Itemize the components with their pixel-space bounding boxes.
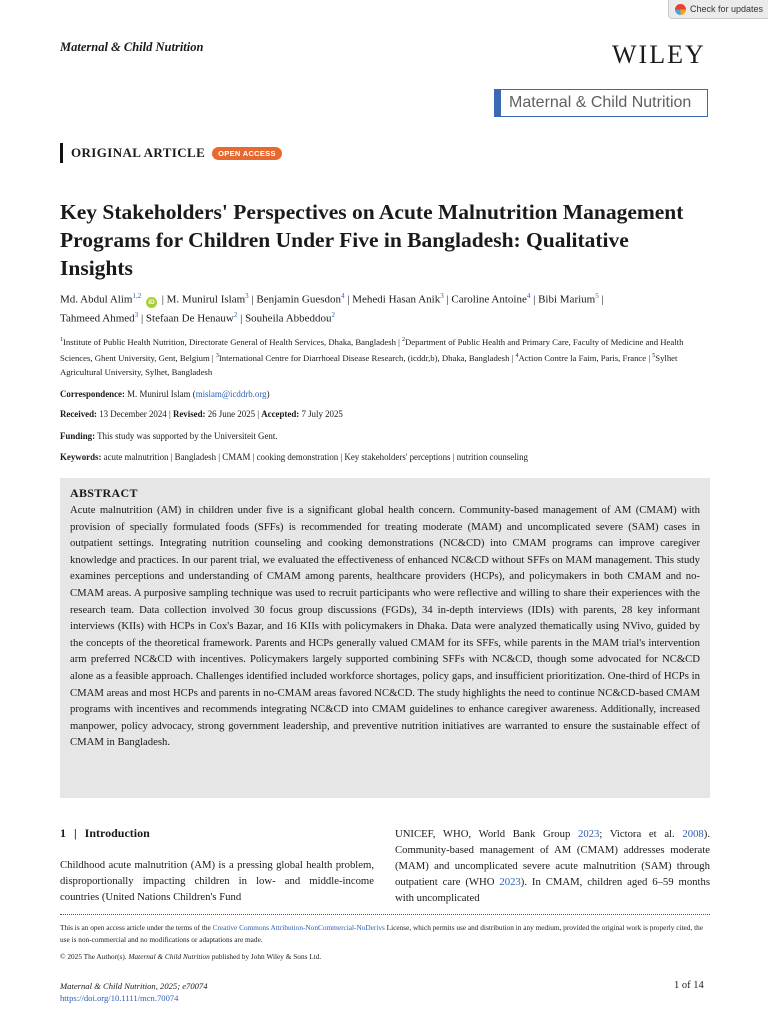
author-sup: 3 xyxy=(440,292,444,300)
funding-text: This study was supported by the Universiteit Gent. xyxy=(97,431,278,441)
author-sup: 3 xyxy=(245,292,249,300)
author-sup: 4 xyxy=(341,292,345,300)
received-date: 13 December 2024 xyxy=(99,409,167,419)
journal-name: Maternal & Child Nutrition xyxy=(60,40,204,54)
author-sup: 1,2 xyxy=(132,292,142,300)
author-sup: 2 xyxy=(233,310,238,319)
intro-text: UNICEF, WHO, World Bank Group xyxy=(395,828,578,840)
author-sup: 5 xyxy=(595,292,599,300)
abstract-box xyxy=(60,478,710,798)
check-for-updates-label: Check for updates xyxy=(690,4,764,14)
affiliations: $^1$Institute of Public Health Nutrition, Directorate General of Health Services, Dhaka, Bangladesh | $^2$Department of Public Health and Primary Care, Faculty of Medicine and Health Sciences, Ghent University, Gent, Belgium | $^3$International Centre for Diarrhoeal Disease Research, (icddr,b), Dhaka, Bangladesh | $^4$Action Contre la Faim, Paris, France | $^5$Sylhet Agricultural University, Sylhet, Bangladesh xyxy=(60,336,684,377)
citation-link[interactable]: 2023 xyxy=(577,828,600,840)
correspondence-email[interactable]: mislam@icddrb.org xyxy=(195,389,267,399)
author[interactable]: Mehedi Hasan Anik xyxy=(352,293,441,306)
abstract-heading: ABSTRACT xyxy=(70,486,138,500)
affil-sup: 1 xyxy=(60,337,63,343)
license-text: License, which permits use and distribution in any medium, provided the original work is properly cited, the use is non-commercial and no modifications or adaptations are made. xyxy=(60,923,703,944)
citation-footer xyxy=(60,980,208,1004)
intro-left-column: Childhood acute malnutrition (AM) is a pressing global health problem, disproportionally impacting children in low- and middle-income countries (United Nations Children's Fund xyxy=(60,859,374,903)
license-text: This is an open access article under the terms of the xyxy=(60,923,213,932)
intro-right-column xyxy=(395,826,710,906)
license-link[interactable]: Creative Commons Attribution-NonCommercial-NoDerivs xyxy=(212,923,385,932)
article-type xyxy=(60,143,282,163)
citation-link[interactable]: 2023 xyxy=(499,876,521,888)
funding-label: Funding: xyxy=(60,431,96,441)
affiliation: Sylhet Agricultural University, Sylhet, Bangladesh xyxy=(60,352,678,377)
author[interactable]: Stefaan De Henauw xyxy=(145,312,234,325)
publisher-logo: WILEY xyxy=(612,40,706,69)
affiliation: Department of Public Health and Primary Care, Faculty of Medicine and Health Sciences, Ghent University, Gent, Belgium xyxy=(60,336,684,363)
accepted-date: 7 July 2025 xyxy=(301,409,343,419)
section-heading xyxy=(60,826,150,841)
author[interactable]: Benjamin Guesdon xyxy=(256,293,342,306)
author-sup: 2 xyxy=(331,310,336,319)
article-type-bar xyxy=(60,143,63,163)
author-sup: 4 xyxy=(526,292,531,300)
author[interactable]: Souheila Abbeddou xyxy=(245,312,332,325)
article-title: Key Stakeholders' Perspectives on Acute Malnutrition Management Programs for Children Under Five in Bangladesh: Qualitative Insights xyxy=(60,200,684,280)
affil-sup: 5 xyxy=(652,352,656,359)
author[interactable]: Bibi Marium xyxy=(538,293,596,306)
copyright-text: © 2025 The Author(s). xyxy=(60,952,129,961)
correspondence: Correspondence: M. Munirul Islam (mislam@icddrb.org) xyxy=(60,389,270,399)
open-access-badge: OPEN ACCESS xyxy=(212,147,282,160)
keywords xyxy=(60,452,528,462)
affil-sup: 3 xyxy=(215,352,219,359)
footer-divider xyxy=(60,914,710,915)
revised-label: Revised: xyxy=(172,409,206,419)
journal-banner xyxy=(494,89,708,117)
correspondence-label: Correspondence: xyxy=(60,389,125,399)
author-list: Md. Abdul Alim$^{1,2}$ iD | M. Munirul Islam$^3$ | Benjamin Guesdon$^4$ | Mehedi Hasan Anik$^3$ | Caroline Antoine$^4$ | Bibi Marium$^5$ | Tahmeed Ahmed$^3$ | Stefaan De Henauw$^2$ | Souheila Abbeddou$^2$ xyxy=(60,292,604,325)
section-title: Introduction xyxy=(84,826,150,840)
received-label: Received: xyxy=(60,409,97,419)
affiliation: International Centre for Diarrhoeal Disease Research, (icddr,b), Dhaka, Bangladesh xyxy=(218,352,510,363)
crossmark-icon xyxy=(675,4,686,15)
orcid-icon[interactable]: iD xyxy=(146,297,157,308)
article-type-label: ORIGINAL ARTICLE xyxy=(71,145,206,160)
copyright-text: published by John Wiley & Sons Ltd. xyxy=(209,952,322,961)
correspondence-name: M. Munirul Islam xyxy=(127,389,191,399)
keywords-text: acute malnutrition | Bangladesh | CMAM | cooking demonstration | Key stakeholders' perceptions | nutrition counseling xyxy=(103,452,528,462)
page-number: 1 of 14 xyxy=(674,980,704,991)
article-dates: Received: 13 December 2024 | Revised: 26 June 2025 | Accepted: 7 July 2025 xyxy=(60,409,343,419)
banner-bar xyxy=(495,90,501,116)
keywords-label: Keywords: xyxy=(60,452,102,462)
author[interactable]: Caroline Antoine xyxy=(451,293,527,306)
abstract-text: Acute malnutrition (AM) in children under five is a significant global health concern. Community-based management of AM (CMAM) with provision of specially formulated foods (SFFs) is recommended for treating moderate (MAM) and uncomplicated severe (SAM) cases in outpatient settings. Integrating nutrition counseling and cooking demonstrations (NC&CD) into CMAM programs can improve caregiver knowledge and practices. In our parent trial, we evaluated the effectiveness of enhanced NC&CD without SFFs on MAM management. This study examines perceptions and understanding of CMAM among parents, healthcare providers (HCPs), and policymakers in both CMAM and no-CMAM areas. A purposive sampling technique was used to recruit participants who were reflective and willing to share their experiences with the research team. Data collection involved 30 focus group discussions (FGDs), 34 in-depth interviews (IDIs) with parents, 28 key informant interviews (KIIs) with HCPs in Cox's Bazar, and 16 KIIs with policymakers in Dhaka. Data were analyzed thematically using NVivo, guided by the concepts of the theoretical framework. Parents and HCPs generally valued CMAM for its SFFs, while parents in the MAM trial's intervention arm preferred NC&CD with incentives. Policymakers largely supported combining SFFs with NC&CD, though some advocated for NC&CD alone as a feasible approach. Challenges identified included workforce shortages, policy gaps, and insufficient prioritization. One-third of HCPs in CMAM areas and most HCPs and parents in no-CMAM areas favored NC&CD. The study highlights the need to continue NC&CD-based CMAM programs with incentives and recommends integrating NC&CD into CMAM guidelines to enhance caregiver awareness. Additionally, increased manpower, policy advocacy, strong government leadership, and preventive nutrition initiatives are warranted to ensure the sustainable effect of CMAM in Bangladesh. xyxy=(70,504,700,749)
intro-text: ). In CMAM, children aged 6–59 months with uncomplicated xyxy=(395,876,710,904)
intro-text: ; Victora et al. xyxy=(599,828,683,840)
banner-journal-name: Maternal & Child Nutrition xyxy=(509,94,692,111)
intro-text: ). Community-based management of AM (CMAM) addresses moderate (MAM) and uncomplicated severe acute malnutrition (SAM) through outpatient care (WHO xyxy=(395,828,710,888)
author[interactable]: Tahmeed Ahmed xyxy=(60,312,135,325)
check-for-updates-button[interactable] xyxy=(668,0,768,19)
section-number: 1 xyxy=(60,826,66,840)
affiliation: Action Contre la Faim, Paris, France xyxy=(518,352,647,363)
revised-date: 26 June 2025 xyxy=(207,409,256,419)
author[interactable]: M. Munirul Islam xyxy=(166,293,246,306)
affil-sup: 4 xyxy=(515,352,519,359)
funding xyxy=(60,431,278,441)
copyright-notice xyxy=(60,951,710,963)
license-notice xyxy=(60,922,710,946)
affil-sup: 2 xyxy=(402,337,406,343)
copyright-journal: Maternal & Child Nutrition xyxy=(128,952,210,961)
citation-line: Maternal & Child Nutrition, 2025; e70074 xyxy=(60,981,208,991)
doi-link[interactable]: https://doi.org/10.1111/mcn.70074 xyxy=(60,993,179,1003)
accepted-label: Accepted: xyxy=(261,409,300,419)
author-sup: 3 xyxy=(134,310,139,319)
author[interactable]: Md. Abdul Alim xyxy=(60,293,133,306)
citation-link[interactable]: 2008 xyxy=(682,828,704,840)
affiliation: Institute of Public Health Nutrition, Directorate General of Health Services, Dhaka, Bangladesh xyxy=(63,336,396,347)
section-separator: | xyxy=(74,826,77,840)
